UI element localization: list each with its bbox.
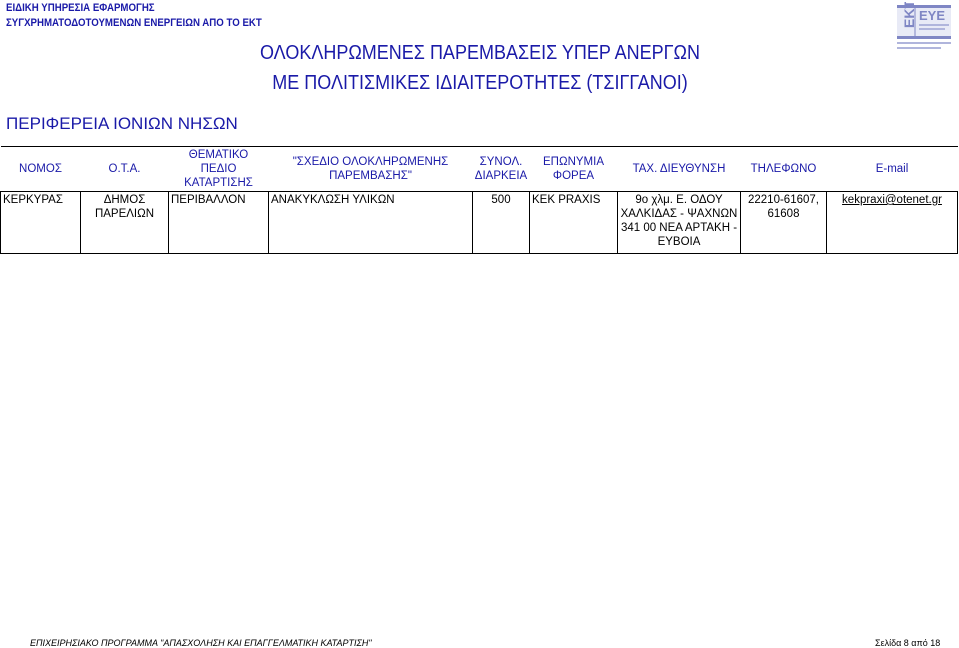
- col-header-foreas: ΕΠΩΝΥΜΙΑ ΦΟΡΕΑ: [530, 147, 618, 192]
- cell-diarkeia: 500: [473, 192, 530, 254]
- cell-tilefono: [741, 192, 827, 254]
- cell-addr-line4: ΕΥΒΟΙΑ: [657, 236, 701, 248]
- svg-text:ΕΥΕ: ΕΥΕ: [919, 8, 946, 23]
- col-header-nomos: ΝΟΜΟΣ: [1, 147, 81, 192]
- col-header-diarkeia: [473, 147, 530, 192]
- cell-ota-line2: ΠΑΡΕΛΙΩΝ: [94, 208, 155, 220]
- col-header-sxedio: [269, 147, 473, 192]
- org-name-line2: ΣΥΓΧΡΗΜΑΤΟΔΟΤΟΥΜΕΝΩΝ ΕΝΕΡΓΕΙΩΝ ΑΠΟ ΤΟ ΕΚΤ: [6, 17, 262, 29]
- cell-sxedio: ΑΝΑΚΥΚΛΩΣΗ ΥΛΙΚΩΝ: [269, 192, 473, 254]
- cell-ota-line1: ΔΗΜΟΣ: [103, 194, 146, 206]
- table-header-row: [1, 147, 958, 192]
- cell-phone-line2: 61608: [767, 208, 800, 220]
- col-header-dieythynsi: ΤΑΧ. ΔΙΕΥΘΥΝΣΗ: [618, 147, 741, 192]
- col-header-sxedio-line2: ΠΑΡΕΜΒΑΣΗΣ": [329, 170, 412, 182]
- col-header-pedio: [169, 147, 269, 192]
- col-header-diarkeia-line1: ΣΥΝΟΛ.: [479, 156, 523, 168]
- col-header-pedio-line1: ΘΕΜΑΤΙΚΟ ΠΕΔΙΟ: [188, 149, 249, 175]
- cell-nomos: ΚΕΡΚΥΡΑΣ: [1, 192, 81, 254]
- col-header-tilefono: ΤΗΛΕΦΩΝΟ: [741, 147, 827, 192]
- cell-pedio: ΠΕΡΙΒΑΛΛΟΝ: [169, 192, 269, 254]
- org-name-line1: ΕΙΔΙΚΗ ΥΠΗΡΕΣΙΑ ΕΦΑΡΜΟΓΗΣ: [6, 2, 155, 14]
- col-header-sxedio-line1: "ΣΧΕΔΙΟ ΟΛΟΚΛΗΡΩΜΕΝΗΣ: [292, 156, 449, 168]
- interventions-table: [0, 146, 958, 254]
- svg-text:ΕΚΤ: ΕΚΤ: [901, 2, 917, 28]
- table-row: [1, 192, 958, 254]
- cell-email: [827, 192, 958, 254]
- region-heading: ΠΕΡΙΦΕΡΕΙΑ ΙΟΝΙΩΝ ΝΗΣΩΝ: [6, 114, 238, 133]
- cell-ota: [81, 192, 169, 254]
- cell-foreas: ΚΕΚ PRAXIS: [530, 192, 618, 254]
- footer-page-number: Σελίδα 8 από 18: [875, 638, 941, 648]
- col-header-pedio-line2: ΚΑΤΑΡΤΙΣΗΣ: [184, 177, 253, 189]
- email-link[interactable]: kekpraxi@otenet.gr: [842, 194, 942, 206]
- cell-addr-line1: 9ο χλμ. Ε. ΟΔΟΥ: [635, 194, 723, 206]
- page-title-line1: ΟΛΟΚΛΗΡΩΜΕΝΕΣ ΠΑΡΕΜΒΑΣΕΙΣ ΥΠΕΡ ΑΝΕΡΓΩΝ: [259, 42, 700, 64]
- ekt-logo-icon: [895, 2, 953, 52]
- col-header-email: E-mail: [827, 147, 958, 192]
- ekt-eye-logo: [895, 2, 953, 52]
- col-header-diarkeia-line2: ΔΙΑΡΚΕΙΑ: [474, 170, 528, 182]
- col-header-ota: Ο.Τ.Α.: [81, 147, 169, 192]
- page-title-line2: ΜΕ ΠΟΛΙΤΙΣΜΙΚΕΣ ΙΔΙΑΙΤΕΡΟΤΗΤΕΣ (ΤΣΙΓΓΑΝΟΙ): [272, 72, 688, 94]
- cell-addr-line2: ΧΑΛΚΙΔΑΣ - ΨΑΧΝΩΝ: [620, 208, 738, 220]
- cell-phone-line1: 22210-61607,: [748, 194, 819, 206]
- cell-dieythynsi: [618, 192, 741, 254]
- footer-program: ΕΠΙΧΕΙΡΗΣΙΑΚΟ ΠΡΟΓΡΑΜΜΑ "ΑΠΑΣΧΟΛΗΣΗ ΚΑΙ ΕΠΑΓΓΕΛΜΑΤΙΚΗ ΚΑΤΑΡΤΙΣΗ": [30, 638, 372, 648]
- cell-addr-line3: 341 00 ΝΕΑ ΑΡΤΑΚΗ -: [620, 222, 738, 234]
